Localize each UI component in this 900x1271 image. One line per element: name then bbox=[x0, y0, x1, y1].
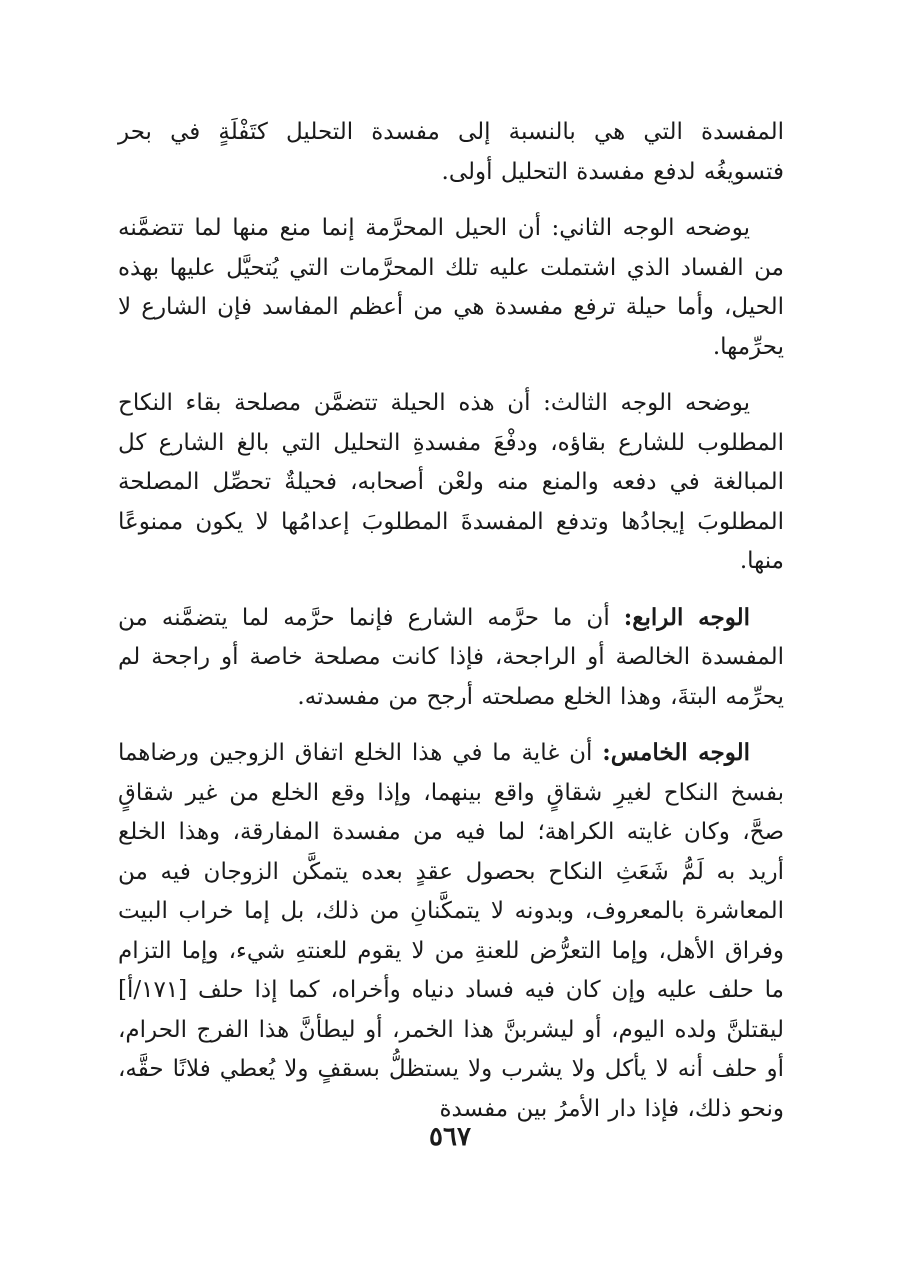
page-body bbox=[118, 112, 784, 1145]
paragraph-3 bbox=[118, 383, 784, 582]
paragraph-1 bbox=[118, 112, 784, 192]
paragraph-text: يوضحه الوجه الثاني: أن الحيل المحرَّمة إنما منع منها لما تتضمَّنه من الفساد الذي اشتملت عليه تلك المحرَّمات التي يُتحيَّل عليها بهذه الحيل، وأما حيلة ترفع مفسدة هي من أعظم المفاسد فإن الشارع لا يحرِّمها. bbox=[118, 215, 784, 360]
paragraph-lead: الوجه الخامس: bbox=[602, 739, 750, 766]
paragraph-text: أن غاية ما في هذا الخلع اتفاق الزوجين ورضاهما بفسخ النكاح لغيرِ شقاقٍ واقع بينهما، وإذا وقع الخلع من غير شقاقٍ صحَّ، وكان غايته الكراهة؛ لما فيه من مفسدة المفارقة، وهذا الخلع أريد به لَمُّ شَعَثِ النكاح بحصول عقدٍ بعده يتمكَّن الزوجان فيه من المعاشرة بالمعروف، وبدونه لا يتمكَّنانِ من ذلك، بل إما خراب البيت وفراق الأهل، وإما التعرُّض للعنةِ من لا يقوم للعنتهِ شيء، وإما التزام ما حلف عليه وإن كان فيه فساد دنياه وأخراه، كما إذا حلف [١٧١/أ] ليقتلنَّ ولده اليوم، أو ليشربنَّ هذا الخمر، أو ليطأنَّ هذا الفرج الحرام، أو حلف أنه لا يأكل ولا يشرب ولا يستظلُّ بسقفٍ ولا يُعطي فلانًا حقَّه، ونحو ذلك، فإذا دار الأمرُ بين مفسدة bbox=[118, 740, 784, 1122]
paragraph-5 bbox=[118, 733, 784, 1129]
paragraph-text: أن ما حرَّمه الشارع فإنما حرَّمه لما يتضمَّنه من المفسدة الخالصة أو الراجحة، فإذا كانت مصلحة خاصة أو راجحة لم يحرِّمه البتةَ، وهذا الخلع مصلحته أرجح من مفسدته. bbox=[118, 604, 784, 710]
paragraph-2 bbox=[118, 208, 784, 367]
page-number: ٥٦٧ bbox=[429, 1122, 471, 1152]
paragraph-lead: الوجه الرابع: bbox=[623, 603, 750, 631]
paragraph-text: يوضحه الوجه الثالث: أن هذه الحيلة تتضمَّن مصلحة بقاء النكاح المطلوب للشارع بقاؤه، ودفْعَ مفسدةِ التحليل التي بالغ الشارع كل المبالغة في دفعه والمنع منه ولعْن أصحابه، فحيلةٌ تحصِّل المصلحة المطلوبَ إيجادُها وتدفع المفسدةَ المطلوبَ إعدامُها لا يكون ممنوعًا منها. bbox=[118, 390, 784, 574]
paragraph-text: المفسدة التي هي بالنسبة إلى مفسدة التحليل كتَفْلَةٍ في بحر فتسويغُه لدفع مفسدة التحليل أولى. bbox=[118, 119, 784, 185]
paragraph-4 bbox=[118, 598, 784, 718]
